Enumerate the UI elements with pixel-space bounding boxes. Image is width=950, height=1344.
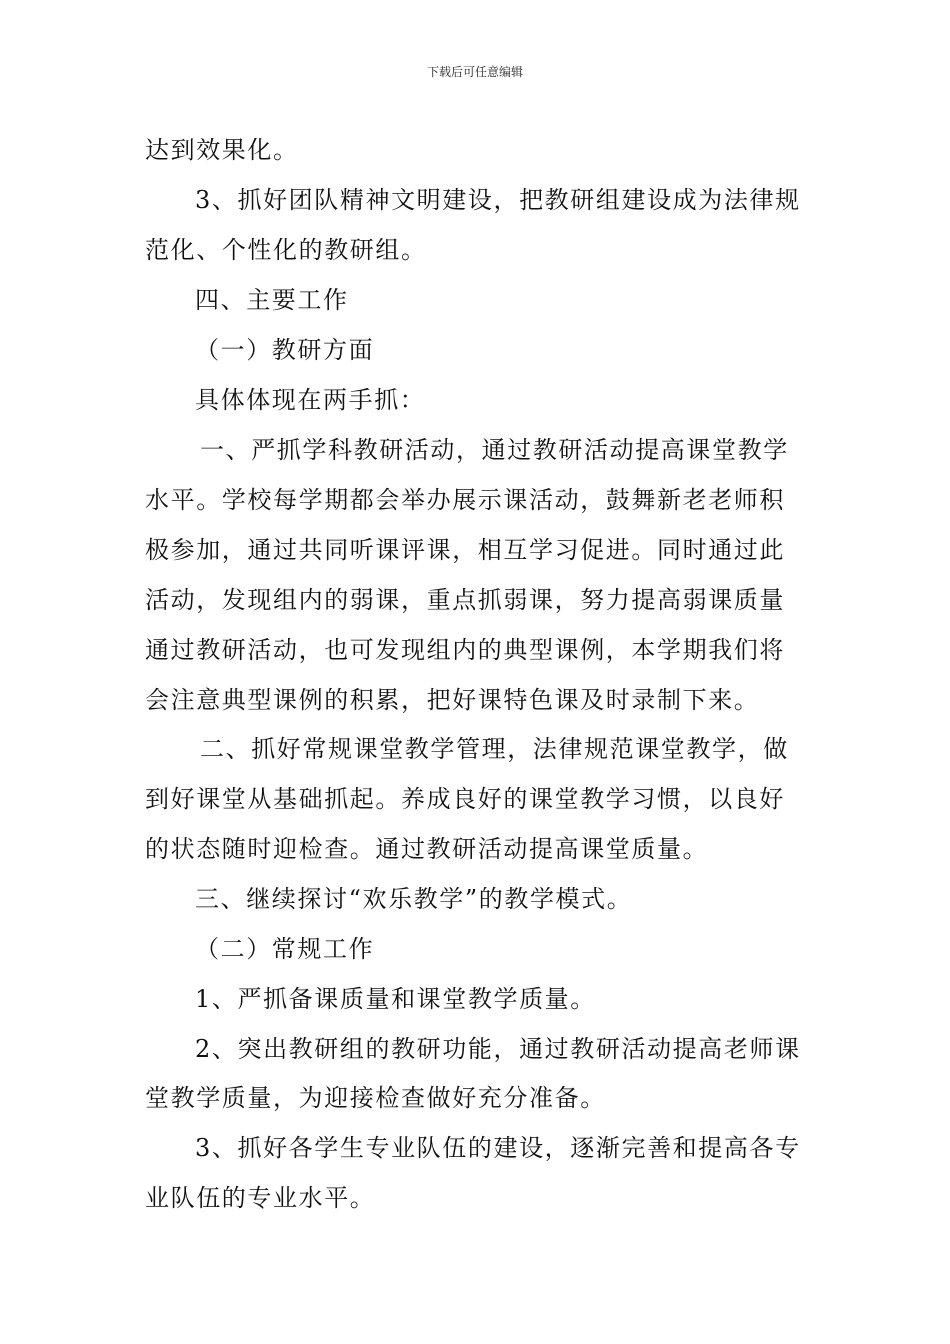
body-line: 到好课堂从基础抓起。养成良好的课堂教学习惯，以良好 (145, 785, 785, 813)
body-line: 通过教研活动，也可发现组内的典型课例，本学期我们将 (145, 636, 785, 664)
body-line: 一、严抓学科教研活动，通过教研活动提高课堂教学 (200, 436, 789, 464)
subsection-heading: （一）教研方面 (195, 336, 375, 364)
body-line: 3、抓好各学生专业队伍的建设，逐渐完善和提高各专 (195, 1134, 801, 1162)
body-line: 三、继续探讨“欢乐教学”的教学模式。 (195, 885, 633, 913)
page-header: 下载后可任意编辑 (426, 65, 523, 79)
body-line: 具体体现在两手抓： (195, 386, 426, 414)
body-line: 堂教学质量，为迎接检查做好充分准备。 (145, 1084, 606, 1112)
body-line: 2、突出教研组的教研功能，通过教研活动提高老师课 (195, 1035, 801, 1063)
body-line: 水平。学校每学期都会举办展示课活动，鼓舞新老老师积 (145, 486, 785, 514)
body-line: 活动，发现组内的弱课，重点抓弱课，努力提高弱课质量 (145, 586, 785, 614)
body-line: 1、严抓备课质量和课堂教学质量。 (195, 985, 596, 1013)
subsection-heading: （二）常规工作 (195, 935, 375, 963)
section-heading: 四、主要工作 (195, 286, 349, 314)
body-line: 极参加，通过共同听课评课，相互学习促进。同时通过此 (145, 536, 785, 564)
body-line: 3、抓好团队精神文明建设，把教研组建设成为法律规 (195, 186, 801, 214)
body-line: 会注意典型课例的积累，把好课特色课及时录制下来。 (145, 686, 760, 714)
body-line: 达到效果化。 (145, 136, 299, 164)
body-line: 范化、个性化的教研组。 (145, 236, 427, 264)
body-line: 的状态随时迎检查。通过教研活动提高课堂质量。 (145, 835, 709, 863)
body-line: 业队伍的专业水平。 (145, 1184, 376, 1212)
body-line: 二、抓好常规课堂教学管理，法律规范课堂教学，做 (200, 735, 789, 763)
